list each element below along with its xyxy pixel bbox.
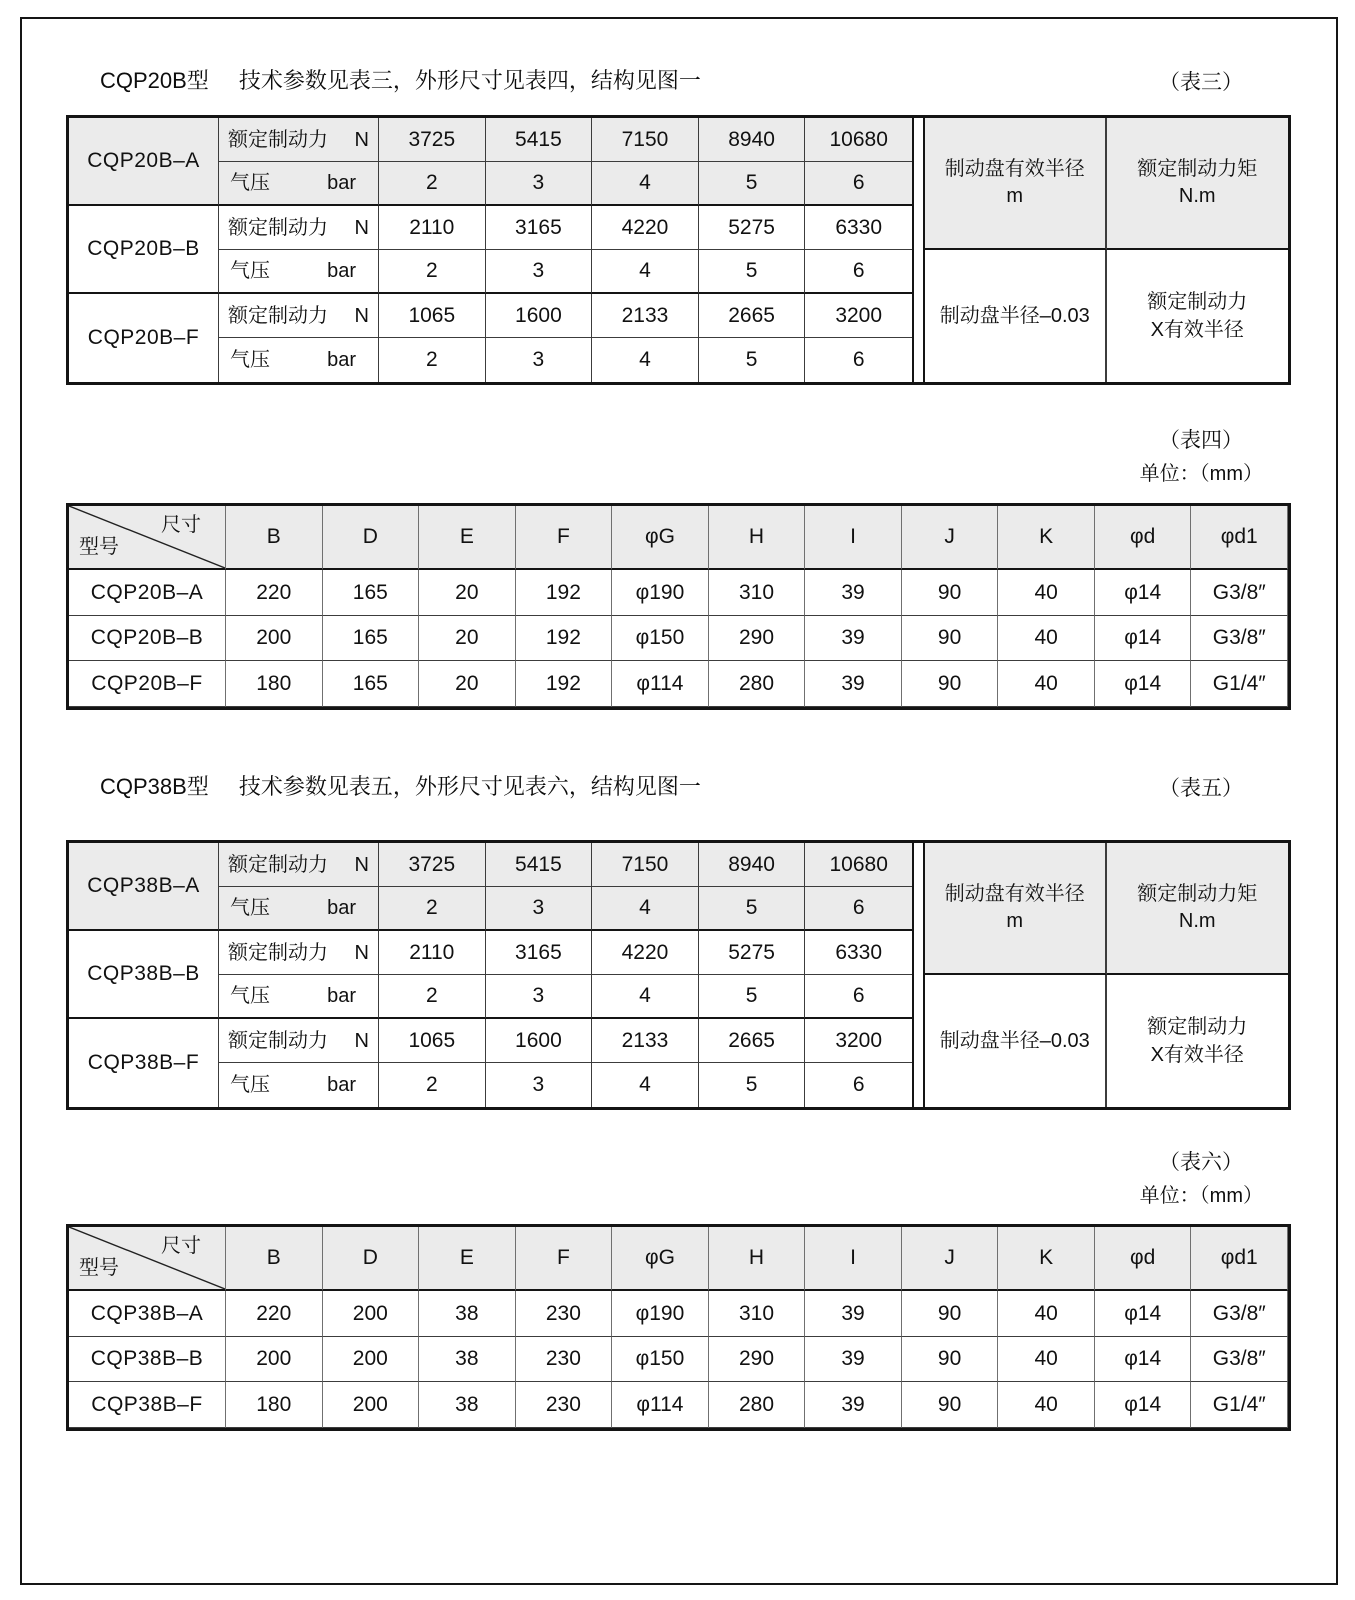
torque-header: 额定制动力矩 N.m (1107, 118, 1289, 250)
dim-value: 200 (323, 1382, 420, 1428)
pressure-value: 4 (592, 975, 699, 1019)
dim-col-header: F (516, 506, 613, 570)
dim-col-header: φG (612, 506, 709, 570)
pressure-value: 2 (379, 162, 486, 206)
dim-value: φ14 (1095, 1337, 1192, 1383)
force-value: 1600 (486, 294, 593, 338)
model-cell: CQP38B–F (69, 1019, 219, 1107)
dim-value: 220 (226, 570, 323, 616)
dim-value: 280 (709, 661, 806, 707)
force-value: 2133 (592, 294, 699, 338)
dim-col-header: φd1 (1191, 1227, 1288, 1291)
dim-value: φ114 (612, 1382, 709, 1428)
dim-value: 165 (323, 661, 420, 707)
dim-value: 290 (709, 616, 806, 662)
force-value: 4220 (592, 206, 699, 250)
pressure-value: 5 (699, 975, 806, 1019)
dim-col-header: H (709, 506, 806, 570)
dim-value: 280 (709, 1382, 806, 1428)
dim-value: 39 (805, 1291, 902, 1337)
pressure-value: 4 (592, 1063, 699, 1107)
dim-value: 38 (419, 1337, 516, 1383)
dim-value: 220 (226, 1291, 323, 1337)
dim-value: 39 (805, 616, 902, 662)
dim-value: 230 (516, 1382, 613, 1428)
pressure-label: 气压 bar (219, 1063, 379, 1107)
dim-col-header: B (226, 506, 323, 570)
force-label: 额定制动力 N (219, 118, 379, 162)
pressure-value: 6 (852, 348, 865, 372)
pressure-value: 4 (592, 338, 699, 382)
dim-table-cqp38b (66, 1224, 1291, 1431)
pressure-value: 3 (486, 975, 593, 1019)
pressure-value: 3 (486, 338, 593, 382)
model-cell: CQP38B–A (69, 843, 219, 931)
table3-tag: （表三） (1159, 71, 1243, 94)
dim-col-header: E (419, 506, 516, 570)
force-value: 3725 (379, 843, 486, 887)
dim-value: 200 (226, 616, 323, 662)
force-value: 10680 (805, 843, 912, 887)
dim-value: 40 (998, 661, 1095, 707)
pressure-label: 气压 bar (219, 338, 379, 382)
dim-value: 200 (226, 1337, 323, 1383)
dim-value: 40 (998, 1382, 1095, 1428)
force-value: 7150 (592, 843, 699, 887)
dim-value: 180 (226, 661, 323, 707)
force-label: 额定制动力 N (219, 206, 379, 250)
force-label: 额定制动力 N (219, 843, 379, 887)
dim-model: CQP20B–B (69, 616, 226, 662)
dim-value: 20 (419, 570, 516, 616)
model-cell: CQP20B–A (69, 118, 219, 206)
dim-value: φ150 (612, 616, 709, 662)
dim-value: 40 (998, 616, 1095, 662)
pressure-value: 4 (592, 162, 699, 206)
pressure-value: 6 (852, 1073, 865, 1097)
corner-model-label: 型号 (79, 1257, 119, 1279)
dim-value: 38 (419, 1291, 516, 1337)
dim-value: 90 (902, 661, 999, 707)
dim-col-header: J (902, 506, 999, 570)
force-value: 6330 (805, 931, 912, 975)
dim-value: 39 (805, 1382, 902, 1428)
force-value: 1065 (379, 1019, 486, 1063)
dim-value: φ14 (1095, 1382, 1192, 1428)
pressure-value: 2 (379, 1063, 486, 1107)
param-table-left (69, 118, 914, 382)
dim-col-header: H (709, 1227, 806, 1291)
pressure-value: 4 (592, 250, 699, 294)
force-value: 5275 (699, 206, 806, 250)
dim-value: 20 (419, 661, 516, 707)
dim-model: CQP20B–A (69, 570, 226, 616)
dim-value: 40 (998, 570, 1095, 616)
corner-model-label: 型号 (79, 536, 119, 558)
table6-tag: （表六） (1159, 1151, 1243, 1174)
dim-col-header: D (323, 1227, 420, 1291)
dim-model: CQP38B–B (69, 1337, 226, 1383)
dim-value: φ14 (1095, 1291, 1192, 1337)
dim-value: 230 (516, 1291, 613, 1337)
dim-value: G3/8″ (1191, 1291, 1288, 1337)
param-table-cqp20b (66, 115, 1291, 385)
param-table-right (923, 118, 1288, 382)
dim-value: 40 (998, 1291, 1095, 1337)
dim-value: 230 (516, 1337, 613, 1383)
dim-value: 310 (709, 570, 806, 616)
double-rule-gap (914, 843, 923, 1107)
corner-dim-label: 尺寸 (161, 1235, 201, 1257)
pressure-value: 3 (486, 162, 593, 206)
dim-value: 310 (709, 1291, 806, 1337)
pressure-value: 2 (379, 887, 486, 931)
dim-value: G3/8″ (1191, 616, 1288, 662)
dim-value: 192 (516, 616, 613, 662)
dim-value: 192 (516, 570, 613, 616)
force-label: 额定制动力 N (219, 1019, 379, 1063)
dim-col-header: D (323, 506, 420, 570)
dim-value: φ14 (1095, 661, 1192, 707)
torque-value: 额定制动力 X有效半径 (1147, 291, 1248, 341)
force-value: 8940 (699, 118, 806, 162)
dim-value: 90 (902, 1337, 999, 1383)
dim-value: 39 (805, 1337, 902, 1383)
pressure-label: 气压 bar (219, 887, 379, 931)
force-value: 6330 (805, 206, 912, 250)
dim-value: 39 (805, 661, 902, 707)
dim-value: G3/8″ (1191, 570, 1288, 616)
pressure-label: 气压 bar (219, 250, 379, 294)
param-table-left (69, 843, 914, 1107)
dim-value: φ190 (612, 570, 709, 616)
pressure-value: 3 (486, 250, 593, 294)
force-value: 2110 (379, 206, 486, 250)
pressure-value: 3 (486, 1063, 593, 1107)
dim-value: 200 (323, 1337, 420, 1383)
force-label: 额定制动力 N (219, 294, 379, 338)
pressure-value: 3 (486, 887, 593, 931)
dim-value: G3/8″ (1191, 1337, 1288, 1383)
pressure-value: 6 (805, 887, 912, 931)
dim-value: φ114 (612, 661, 709, 707)
section-subtitle: 技术参数见表五，外形尺寸见表六，结构见图一 (238, 774, 701, 799)
pressure-value: 5 (699, 887, 806, 931)
force-value: 3165 (486, 931, 593, 975)
model-cell: CQP38B–B (69, 931, 219, 1019)
param-table-right (923, 843, 1288, 1107)
dim-col-header: I (805, 1227, 902, 1291)
dim-col-header: B (226, 1227, 323, 1291)
corner-cell (69, 506, 226, 570)
model-name: CQP38B型 (100, 774, 209, 799)
corner-dim-label: 尺寸 (161, 514, 201, 536)
dim-value: 39 (805, 570, 902, 616)
force-value: 2110 (379, 931, 486, 975)
dim-value: 90 (902, 1382, 999, 1428)
torque-value: 额定制动力 X有效半径 (1147, 1016, 1248, 1066)
model-cell: CQP20B–F (69, 294, 219, 382)
disc-radius-value: 制动盘半径–0.03 (925, 250, 1107, 382)
force-value: 2665 (699, 294, 806, 338)
pressure-value: 4 (592, 887, 699, 931)
dim-col-header: K (998, 1227, 1095, 1291)
disc-radius-header: 制动盘有效半径 m (925, 843, 1107, 975)
force-value: 5415 (486, 843, 593, 887)
dim-col-header: I (805, 506, 902, 570)
force-value: 3200 (805, 1019, 912, 1063)
force-value: 2665 (699, 1019, 806, 1063)
pressure-value: 5 (699, 338, 806, 382)
table5-tag: （表五） (1159, 777, 1243, 800)
force-value: 3725 (379, 118, 486, 162)
dim-col-header: φd (1095, 1227, 1192, 1291)
force-value: 3165 (486, 206, 593, 250)
dim-value: φ150 (612, 1337, 709, 1383)
pressure-value: 5 (699, 1063, 806, 1107)
dim-model: CQP38B–A (69, 1291, 226, 1337)
dim-value: 165 (323, 616, 420, 662)
force-value: 7150 (592, 118, 699, 162)
dim-col-header: F (516, 1227, 613, 1291)
disc-radius-value: 制动盘半径–0.03 (925, 975, 1107, 1107)
pressure-value: 2 (379, 250, 486, 294)
dim-value: 165 (323, 570, 420, 616)
double-rule-gap (914, 118, 923, 382)
dim-col-header: J (902, 1227, 999, 1291)
dim-value: 90 (902, 1291, 999, 1337)
dim-value: 90 (902, 570, 999, 616)
section-title-cqp38b (100, 770, 701, 801)
table6-unit: 单位：（mm） (1139, 1185, 1263, 1207)
dim-value: φ190 (612, 1291, 709, 1337)
pressure-label: 气压 bar (219, 162, 379, 206)
dim-value: 192 (516, 661, 613, 707)
force-value: 10680 (805, 118, 912, 162)
force-value: 1065 (379, 294, 486, 338)
pressure-value: 2 (379, 338, 486, 382)
dim-value: 20 (419, 616, 516, 662)
model-name: CQP20B型 (100, 68, 209, 93)
dim-value: φ14 (1095, 570, 1192, 616)
dim-col-header: E (419, 1227, 516, 1291)
disc-radius-header: 制动盘有效半径 m (925, 118, 1107, 250)
dim-value: φ14 (1095, 616, 1192, 662)
dim-value: 180 (226, 1382, 323, 1428)
dim-model: CQP38B–F (69, 1382, 226, 1428)
dim-col-header: φd (1095, 506, 1192, 570)
section-title-cqp20b (100, 64, 701, 95)
dim-model: CQP20B–F (69, 661, 226, 707)
force-value: 4220 (592, 931, 699, 975)
torque-header: 额定制动力矩 N.m (1107, 843, 1289, 975)
dim-value: 40 (998, 1337, 1095, 1383)
pressure-value: 5 (699, 250, 806, 294)
dim-value: G1/4″ (1191, 661, 1288, 707)
dim-value: 200 (323, 1291, 420, 1337)
force-value: 8940 (699, 843, 806, 887)
pressure-value: 6 (805, 162, 912, 206)
pressure-value: 2 (379, 975, 486, 1019)
dim-value: 290 (709, 1337, 806, 1383)
corner-cell (69, 1227, 226, 1291)
section-subtitle: 技术参数见表三，外形尺寸见表四，结构见图一 (238, 68, 701, 93)
force-value: 5275 (699, 931, 806, 975)
pressure-value: 5 (699, 162, 806, 206)
dim-value: 90 (902, 616, 999, 662)
param-table-cqp38b (66, 840, 1291, 1110)
dim-value: G1/4″ (1191, 1382, 1288, 1428)
force-value: 3200 (805, 294, 912, 338)
pressure-label: 气压 bar (219, 975, 379, 1019)
model-cell: CQP20B–B (69, 206, 219, 294)
dim-table-cqp20b (66, 503, 1291, 710)
pressure-value: 6 (805, 250, 912, 294)
force-value: 5415 (486, 118, 593, 162)
pressure-value: 6 (805, 975, 912, 1019)
dim-value: 38 (419, 1382, 516, 1428)
table4-tag: （表四） (1159, 429, 1243, 452)
dim-col-header: φd1 (1191, 506, 1288, 570)
force-value: 1600 (486, 1019, 593, 1063)
table4-unit: 单位：（mm） (1139, 463, 1263, 485)
dim-col-header: φG (612, 1227, 709, 1291)
force-value: 2133 (592, 1019, 699, 1063)
force-label: 额定制动力 N (219, 931, 379, 975)
dim-col-header: K (998, 506, 1095, 570)
